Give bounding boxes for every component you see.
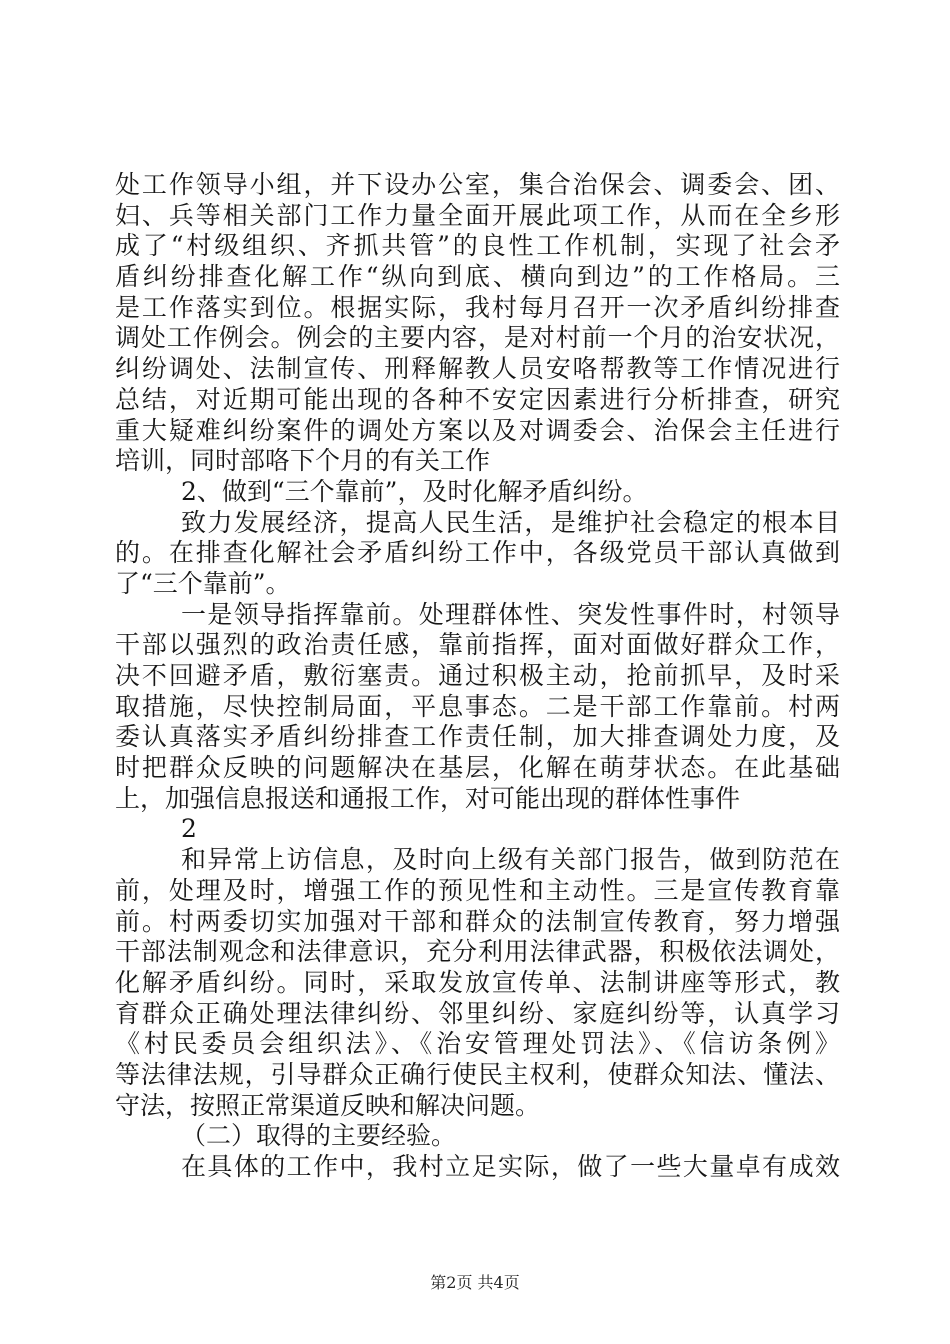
body-text-line: 化解矛盾纠纷。同时，采取发放宣传单、法制讲座等形式，教 xyxy=(115,967,840,997)
body-text-line: 了“三个靠前”。 xyxy=(115,568,291,598)
body-text-line: 纠纷调处、法制宣传、刑释解教人员安咯帮教等工作情况进行 xyxy=(115,354,840,384)
inline-page-number: 2 xyxy=(181,814,197,844)
body-text-line: 时把群众反映的问题解决在基层，化解在萌芽状态。在此基础 xyxy=(115,753,840,783)
body-text-line: 和异常上访信息，及时向上级有关部门报告，做到防范在 xyxy=(181,845,840,875)
body-text-line: 的。在排查化解社会矛盾纠纷工作中，各级党员干部认真做到 xyxy=(115,538,840,568)
page-number-label: 第2页 共4页 xyxy=(430,1273,520,1292)
body-text-line: 取措施，尽快控制局面，平息事态。二是干部工作靠前。村两 xyxy=(115,691,840,721)
body-text-line: 妇、兵等相关部门工作力量全面开展此项工作，从而在全乡形 xyxy=(115,200,840,230)
body-text-line: 上，加强信息报送和通报工作，对可能出现的群体性事件 xyxy=(115,783,741,813)
body-text-line: 重大疑难纠纷案件的调处方案以及对调委会、治保会主任进行 xyxy=(115,415,840,445)
section-heading: 2、做到“三个靠前”，及时化解矛盾纠纷。 xyxy=(181,476,648,506)
body-text-line: 培训，同时部咯下个月的有关工作 xyxy=(115,446,491,476)
body-text-line: 干部以强烈的政治责任感，靠前指挥，面对面做好群众工作， xyxy=(115,630,840,660)
body-text-line: 成了“村级组织、齐抓共管”的良性工作机制，实现了社会矛 xyxy=(115,231,840,261)
section-heading: （二）取得的主要经验。 xyxy=(181,1121,457,1151)
body-text-line: 致力发展经济，提高人民生活，是维护社会稳定的根本目 xyxy=(181,507,840,537)
body-text-line: 在具体的工作中，我村立足实际，做了一些大量卓有成效 xyxy=(181,1152,840,1181)
body-text-line: 干部法制观念和法律意识，充分利用法律武器，积极依法调处， xyxy=(115,937,840,967)
body-text-line: 前，处理及时，增强工作的预见性和主动性。三是宣传教育靠 xyxy=(115,875,840,905)
body-text xyxy=(115,170,840,1183)
body-text-line: 调处工作例会。例会的主要内容，是对村前一个月的治安状况， xyxy=(115,323,840,353)
body-text-line: 是工作落实到位。根据实际，我村每月召开一次矛盾纠纷排查 xyxy=(115,292,840,322)
body-text-line: 一是领导指挥靠前。处理群体性、突发性事件时，村领导 xyxy=(181,599,840,629)
body-text-line: 处工作领导小组，并下设办公室，集合治保会、调委会、团、 xyxy=(115,170,840,199)
body-text-line: 决不回避矛盾，敷衍塞责。通过积极主动，抢前抓早，及时采 xyxy=(115,661,840,690)
body-text-line: 盾纠纷排查化解工作“纵向到底、横向到边”的工作格局。三 xyxy=(115,262,840,292)
body-text-line: 育群众正确处理法律纠纷、邻里纠纷、家庭纠纷等，认真学习 xyxy=(115,998,840,1028)
body-text-line: 总结，对近期可能出现的各种不安定因素进行分析排查，研究 xyxy=(115,384,840,414)
body-text-line: 《村民委员会组织法》、《治安管理处罚法》、《信访条例》 xyxy=(115,1029,840,1059)
body-text-line: 委认真落实矛盾纠纷排查工作责任制，加大排查调处力度，及 xyxy=(115,722,840,752)
body-text-line: 等法律法规，引导群众正确行使民主权利，使群众知法、懂法、 xyxy=(115,1059,840,1089)
body-text-line: 前。村两委切实加强对干部和群众的法制宣传教育，努力增强 xyxy=(115,906,840,936)
body-text-line: 守法，按照正常渠道反映和解决问题。 xyxy=(115,1090,541,1120)
page-footer xyxy=(0,1272,950,1294)
